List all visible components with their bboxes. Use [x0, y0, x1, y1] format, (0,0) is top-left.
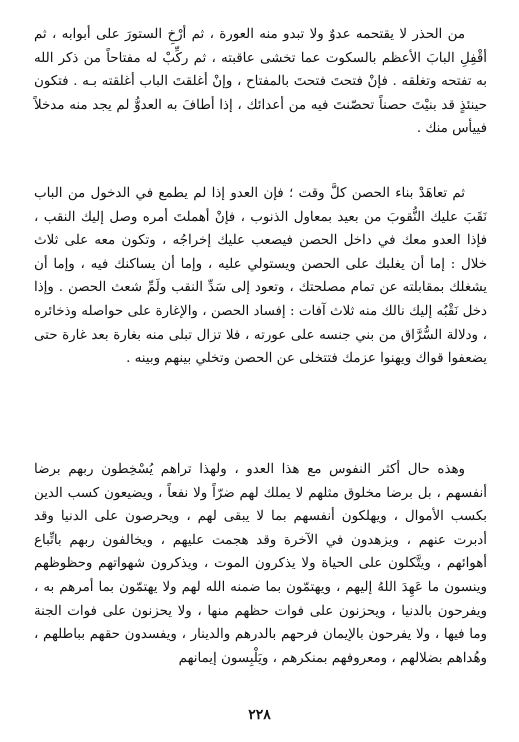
paragraph-3-text: وهذه حال أكثر النفوس مع هذا العدو ، ولهذا تراهم يُسْخِطون ربهم برضا أنفسهم ، بل برضا مخلوق مثلهم لا يملك لهم ضرّاً ولا نفعاً ، ويضيعون كسب الدين بكسب الأموال ، ويهلكون أنفسهم بما لا يبقى لهم ، ويحرصون على الدنيا وقد أدبرت عنهم ، ويزهدون في الآخرة وقد هجمت عليهم ، ويخالفون ربهم باتِّباع أهوائهم ، ويتَّكلون على الحياة ولا يذكرون الموت ، ويذكرون شهواتهم وحظوظهم وينسون ما عَهِدَ اللهُ إليهم ، ويهتمّون بما ضمنه الله لهم ولا يهتمّون بما أمرهم به ، ويفرحون بالدنيا ، ويحزنون على فوات حظهم منها ، ولا يحزنون على فوات الجنة وما فيها ، ولا يفرحون بالإيمان فرحهم بالدرهم والدينار ، ويفسدون حقهم بباطلهم ، وهُداهم بضلالهم ، ومعروفهم بمنكرهم ، ويَلْبِسون إيمانهم	[34, 462, 487, 666]
paragraph-3	[34, 458, 487, 670]
paragraph-1	[34, 23, 487, 141]
paragraph-2-text: ثم تعاهَدْ بناء الحصن كلَّ وقت ؛ فإن العدو إذا لم يطمع في الدخول من الباب نَقَبَ عليك النُّقوبَ من بعيد بمعاول الذنوب ، فإنْ أهملتَ أمره وصل إليك النقب ، فإذا العدو معك في داخل الحصن فيصعب عليك إخراجُه ، وتكون معه على ثلاث خلال : إما أن يغلبك على الحصن ويستولي عليه ، وإما أن يساكنك فيه ، وإما أن يشغلك بمقابلته عن تمام مصلحتك ، وتعود إلى سَدِّ النقب ولَمِّ شعث الحصن . وإذا دخل نَقْبُه إليك نالك منه ثلاث آفات : إفساد الحصن ، والإغارة على حواصله وذخائره ، ودلالة السُّرَّاق من بني جنسه على عورته ، فلا تزال تبلى منه بغارة بعد غارة حتى يضعفوا قواك ويهنوا عزمك فتتخلى عن الحصن وتخلي بينهم وبينه .	[34, 186, 487, 367]
paragraph-2	[34, 182, 487, 371]
paragraph-1-text: من الحذر لا يقتحمه عدوٌ ولا تبدو منه العورة ، ثم أرْخِ الستورَ على أبوابه ، ثم أقْفِلِ البابَ الأعظم بالسكوت عما تخشى عاقبته ، ثم ركِّبْ له مفتاحاً من ذكر الله به تفتحه وتغلقه . فإنْ فتحتَ فتحتَ بالمفتاح ، وإنْ أغلقتَ الباب أغلقته بـه . فتكون حينئذٍ قد بنيْتَ حصناً تحصّنتَ فيه من أعدائك ، إذا أطافَ به العدوُّ لم يجد منه مدخلاً فييأس منك .	[34, 27, 487, 137]
page-number: ٢٢٨	[248, 707, 271, 723]
